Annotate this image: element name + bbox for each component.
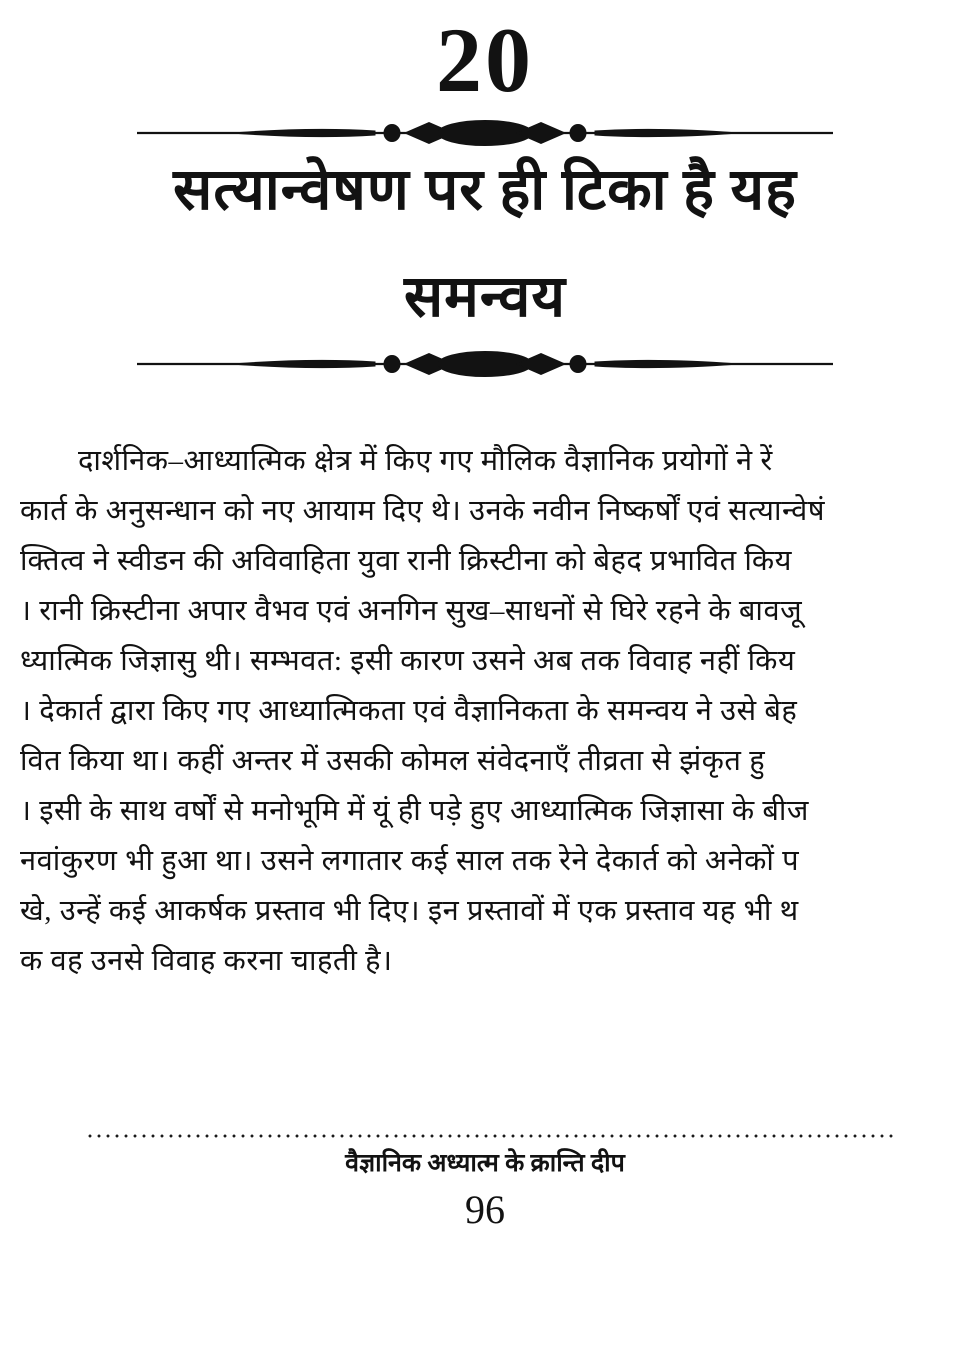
ornament-divider-bottom <box>137 349 833 379</box>
body-line: दार्शनिक–आध्यात्मिक क्षेत्र में किए गए मौलिक वैज्ञानिक प्रयोगों ने रें <box>78 445 773 477</box>
body-line: खे, उन्हें कई आकर्षक प्रस्ताव भी दिए। इन प्रस्तावों में एक प्रस्ताव यह भी थ <box>20 895 799 927</box>
body-line: । देकार्त द्वारा किए गए आध्यात्मिकता एवं वैज्ञानिकता के समन्वय ने उसे बेह <box>20 695 798 727</box>
chapter-title-line-1: सत्यान्वेषण पर ही टिका है यह <box>173 157 797 222</box>
body-line: । इसी के साथ वर्षों से मनोभूमि में यूं ही पड़े हुए आध्यात्मिक जिज्ञासा के बीज <box>20 795 809 827</box>
body-line: । रानी क्रिस्टीना अपार वैभव एवं अनगिन सुख–साधनों से घिरे रहने के बावजू <box>20 595 803 627</box>
body-paragraph <box>20 436 896 996</box>
ornament-divider-top <box>137 118 833 148</box>
body-line: क वह उनसे विवाह करना चाहती है। <box>20 945 393 977</box>
body-line: क्तित्व ने स्वीडन की अविवाहिता युवा रानी क्रिस्टीना को बेहद प्रभावित किय <box>20 545 792 577</box>
page-number: 96 <box>465 1187 505 1232</box>
footer-book-title: वैज्ञानिक अध्यात्म के क्रान्ति दीप <box>345 1150 625 1177</box>
chapter-title-line-2: समन्वय <box>403 264 567 329</box>
body-line: नवांकुरण भी हुआ था। उसने लगातार कई साल तक रेने देकार्त को अनेकों प <box>20 845 800 877</box>
dotted-rule <box>88 1134 894 1139</box>
body-line: कार्त के अनुसन्धान को नए आयाम दिए थे। उनके नवीन निष्कर्षों एवं सत्यान्वेषं <box>20 495 826 527</box>
body-line: वित किया था। कहीं अन्तर में उसकी कोमल संवेदनाएँ तीव्रता से झंकृत हु <box>20 745 766 777</box>
body-line: ध्यात्मिक जिज्ञासु थी। सम्भवत: इसी कारण उसने अब तक विवाह नहीं किय <box>20 645 796 677</box>
chapter-number: 20 <box>436 9 534 111</box>
